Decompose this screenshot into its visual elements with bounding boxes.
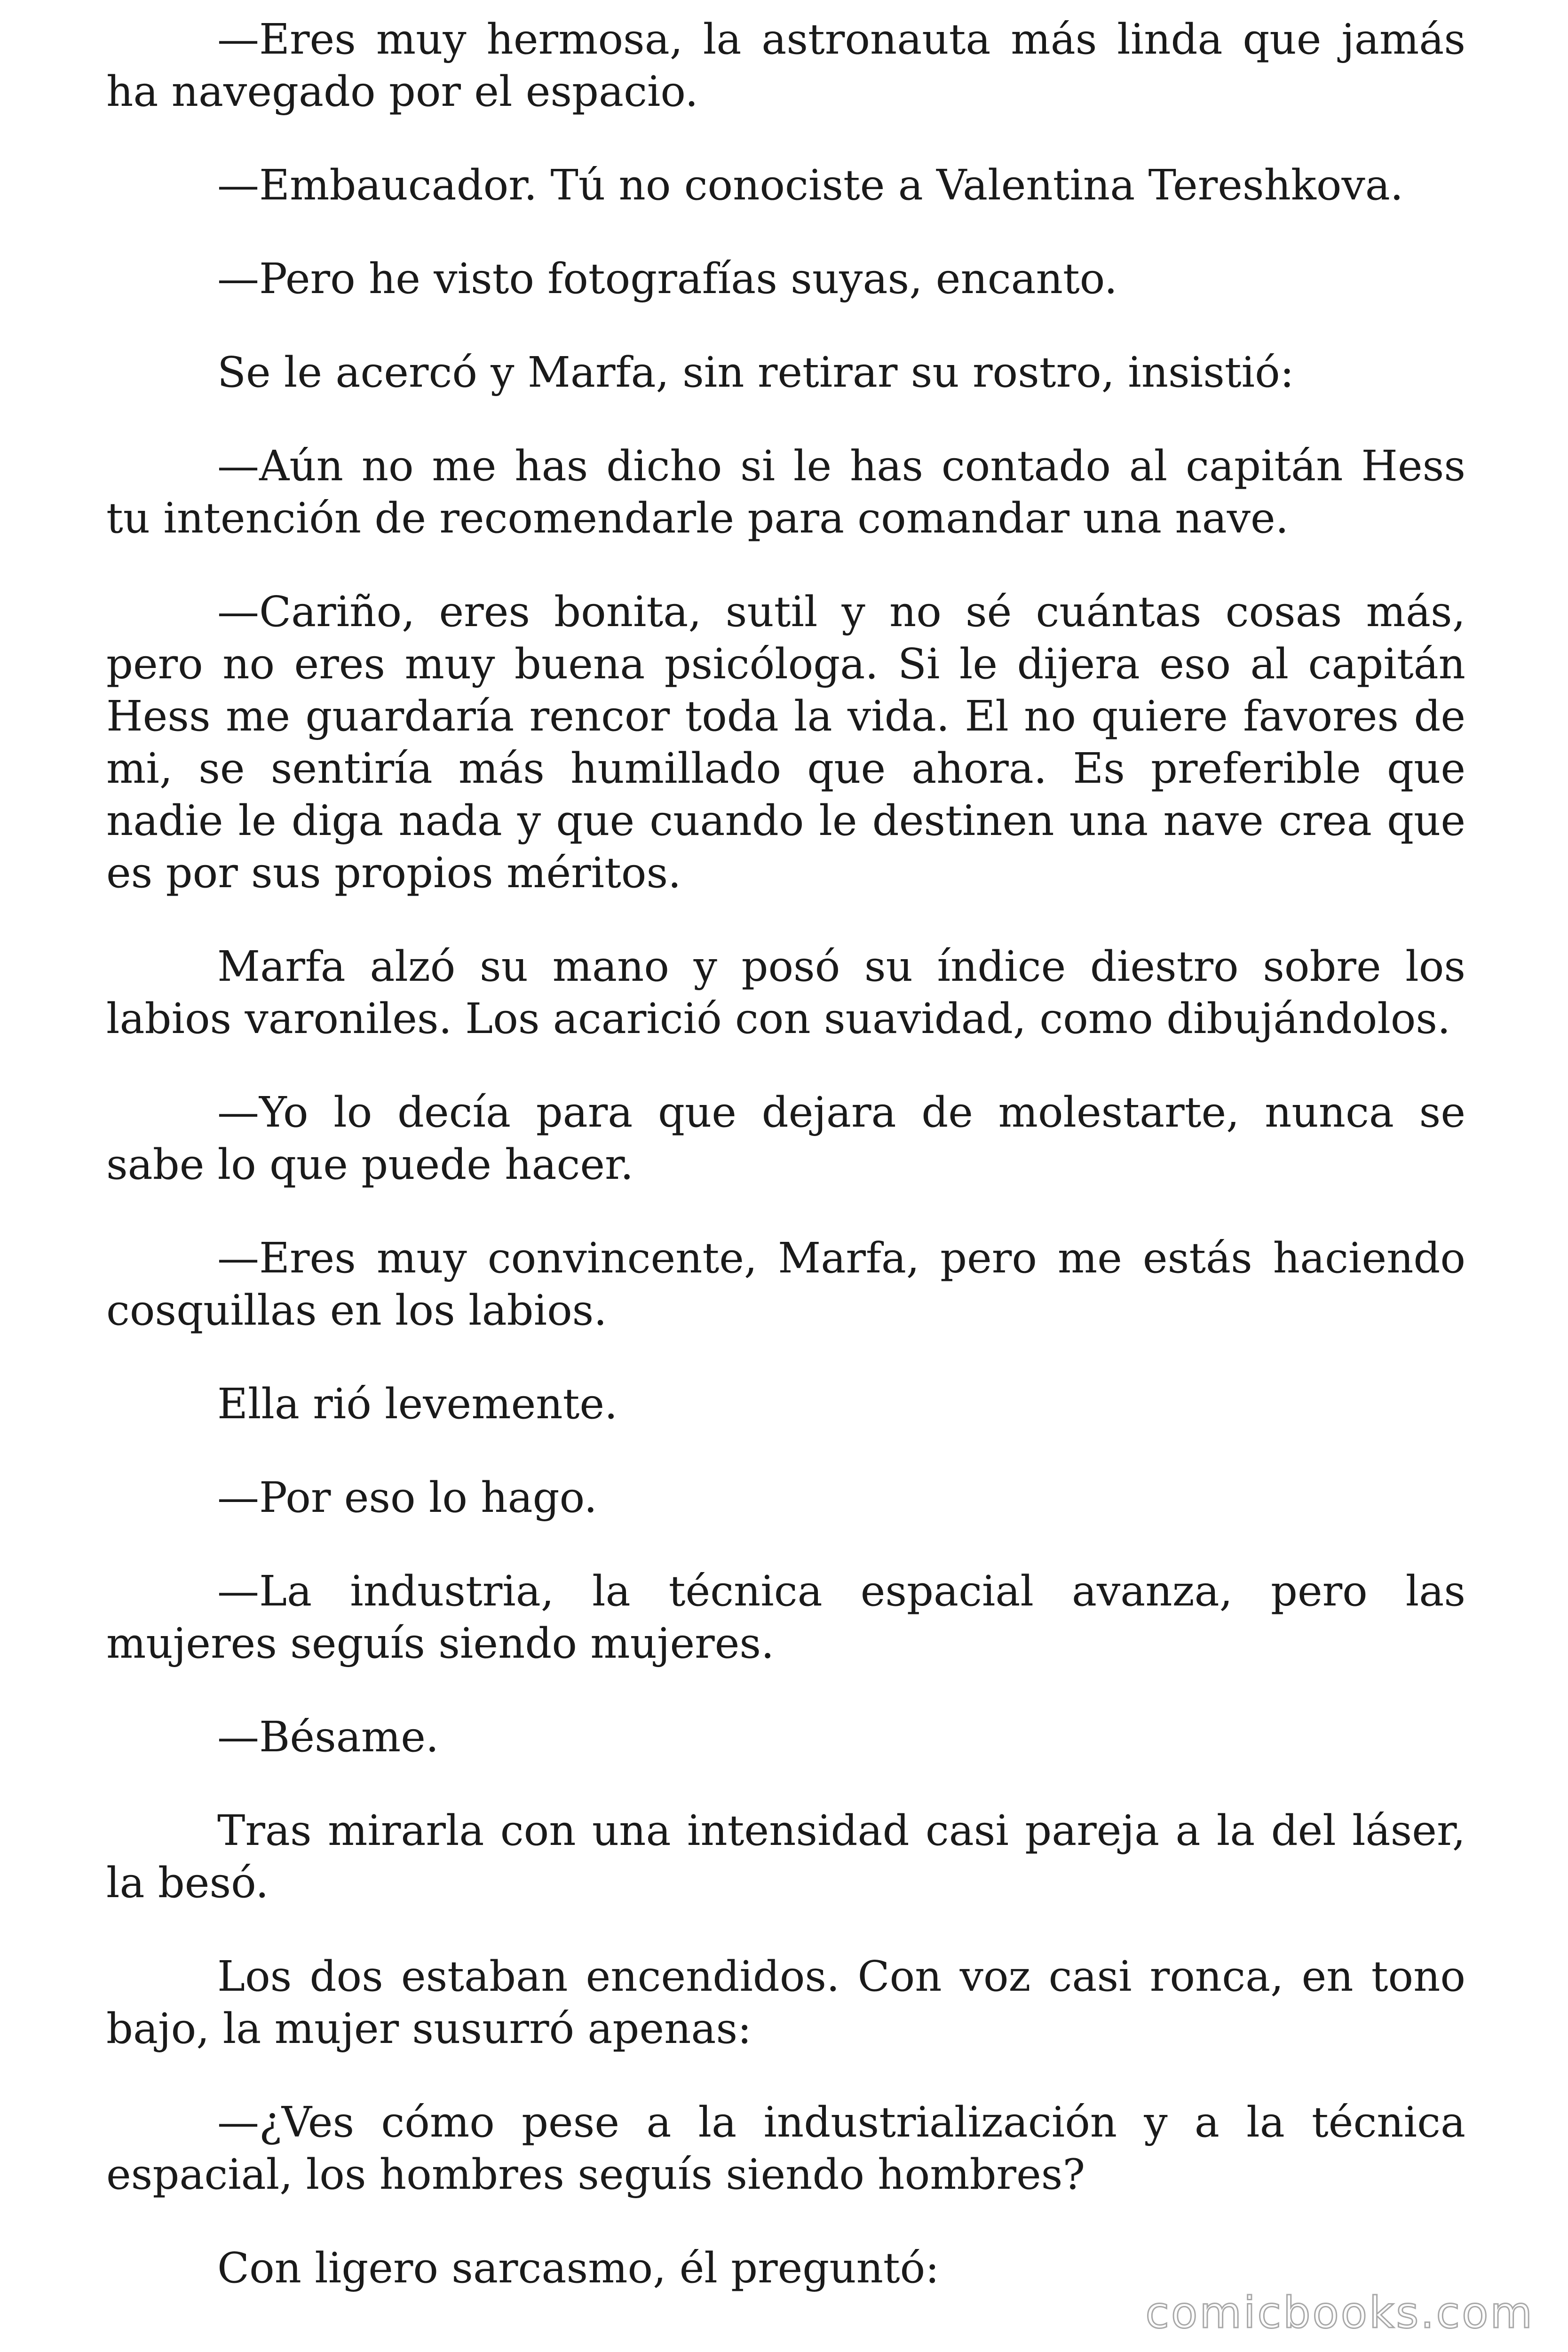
page-body bbox=[106, 13, 1465, 2336]
paragraph: Con ligero sarcasmo, él preguntó: bbox=[217, 2243, 940, 2292]
paragraph: Los dos estaban encendidos. Con voz casi ronca, en tono bajo, la mujer susurró apenas: bbox=[106, 1952, 1465, 2053]
paragraph: —Eres muy convincente, Marfa, pero me estás haciendo cosquillas en los labios. bbox=[106, 1233, 1465, 1335]
paragraph: —Bésame. bbox=[217, 1712, 439, 1761]
paragraph: —Por eso lo hago. bbox=[217, 1473, 597, 1522]
paragraph: —Eres muy hermosa, la astronauta más linda que jamás ha navegado por el espacio. bbox=[106, 15, 1465, 116]
paragraph: —Pero he visto fotografías suyas, encanto. bbox=[217, 254, 1118, 303]
paragraph: —Aún no me has dicho si le has contado al capitán Hess tu intención de recomendarle para comandar una nave. bbox=[106, 441, 1465, 542]
paragraph: Se le acercó y Marfa, sin retirar su rostro, insistió: bbox=[217, 348, 1294, 397]
paragraph: Ella rió levemente. bbox=[217, 1379, 618, 1428]
paragraph: —Yo lo decía para que dejara de molestarte, nunca se sabe lo que puede hacer. bbox=[106, 1088, 1465, 1189]
paragraph: Tras mirarla con una intensidad casi pareja a la del láser, la besó. bbox=[106, 1806, 1465, 1907]
paragraph: —¿Ves cómo pese a la industrialización y a la técnica espacial, los hombres seguís siendo hombres? bbox=[106, 2098, 1465, 2199]
paragraph: —La industria, la técnica espacial avanza, pero las mujeres seguís siendo mujeres. bbox=[106, 1566, 1465, 1668]
paragraph: —Cariño, eres bonita, sutil y no sé cuántas cosas más, pero no eres muy buena psicóloga. Si le dijera eso al capitán Hess me guardaría rencor toda la vida. El no quiere favores de mi, se sentiría más humillado que ahora. Es preferible que nadie le diga nada y que cuando le destinen una nave crea que es por sus propios méritos. bbox=[106, 587, 1465, 897]
watermark: comicbooks.com bbox=[1145, 2288, 1534, 2338]
paragraph: —Embaucador. Tú no conociste a Valentina Tereshkova. bbox=[217, 160, 1404, 209]
paragraph: Marfa alzó su mano y posó su índice diestro sobre los labios varoniles. Los acarició con suavidad, como dibujándolos. bbox=[106, 942, 1465, 1043]
